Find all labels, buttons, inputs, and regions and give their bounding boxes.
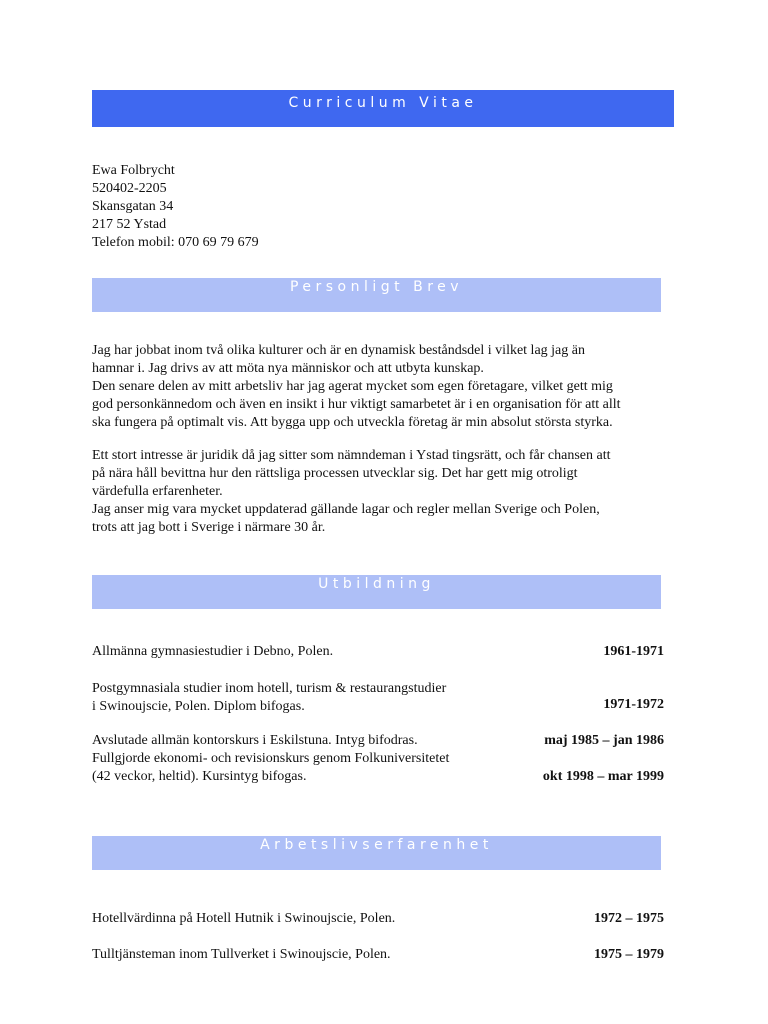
contact-street: Skansgatan 34	[92, 199, 174, 214]
title-banner	[92, 90, 674, 127]
education-date: 1961-1971	[603, 644, 664, 659]
education-description: Fullgjorde ekonomi- och revisionskurs genom Folkuniversitetet (42 veckor, heltid). Kursintyg bifogas.	[92, 751, 450, 784]
education-date: 1971-1972	[603, 697, 664, 712]
education-description: Allmänna gymnasiestudier i Debno, Polen.	[92, 644, 334, 659]
experience-date: 1972 – 1975	[594, 911, 664, 926]
section-header-experience	[92, 836, 661, 870]
paragraph-line: Jag anser mig vara mycket uppdaterad gällande lagar och regler mellan Sverige och Polen,	[92, 502, 600, 517]
section-header-education	[92, 575, 661, 609]
education-date: okt 1998 – mar 1999	[542, 769, 664, 784]
paragraph-line: Den senare delen av mitt arbetsliv har jag agerat mycket som egen företagare, vilket gett mig	[92, 379, 613, 394]
personal-letter-paragraph-2	[92, 447, 692, 537]
paragraph-line: trots att jag bott i Sverige i närmare 30 år.	[92, 520, 326, 535]
experience-date: 1975 – 1979	[594, 947, 664, 962]
education-date: maj 1985 – jan 1986	[544, 733, 664, 748]
page-title: Curriculum Vitae	[288, 95, 478, 111]
education-description: Avslutade allmän kontorskurs i Eskilstuna. Intyg bifodras.	[92, 733, 418, 748]
paragraph-line: god personkännedom och även en insikt i hur viktigt samarbetet är i en organisation för att allt	[92, 397, 621, 412]
section-title: Arbetslivserfarenhet	[260, 837, 493, 853]
paragraph-line: ska fungera på optimalt vis. Att bygga upp och utveckla företag är min absolut största styrka.	[92, 415, 613, 430]
section-title: Utbildning	[318, 576, 435, 592]
paragraph-line: värdefulla erfarenheter.	[92, 484, 223, 499]
paragraph-line: Ett stort intresse är juridik då jag sitter som nämndeman i Ystad tingsrätt, och får chansen att	[92, 448, 611, 463]
section-header-personal-letter	[92, 278, 661, 312]
personal-letter-paragraph-1	[92, 342, 692, 432]
paragraph-line: på nära håll bevittna hur den rättsliga processen utvecklar sig. Det har gett mig otroligt	[92, 466, 578, 481]
contact-id-number: 520402-2205	[92, 181, 167, 196]
contact-phone: Telefon mobil: 070 69 79 679	[92, 235, 259, 250]
contact-postal-city: 217 52 Ystad	[92, 217, 167, 232]
paragraph-line: Jag har jobbat inom två olika kulturer och är en dynamisk beståndsdel i vilket lag jag än	[92, 343, 585, 358]
section-title: Personligt Brev	[289, 279, 464, 295]
experience-description: Hotellvärdinna på Hotell Hutnik i Swinoujscie, Polen.	[92, 911, 396, 926]
experience-description: Tulltjänsteman inom Tullverket i Swinoujscie, Polen.	[92, 947, 391, 962]
paragraph-line: hamnar i. Jag drivs av att möta nya människor och att utbyta kunskap.	[92, 361, 484, 376]
education-description: Postgymnasiala studier inom hotell, turism & restaurangstudier i Swinoujscie, Polen. Diplom bifogas.	[92, 681, 447, 714]
contact-name: Ewa Folbrycht	[92, 163, 175, 178]
